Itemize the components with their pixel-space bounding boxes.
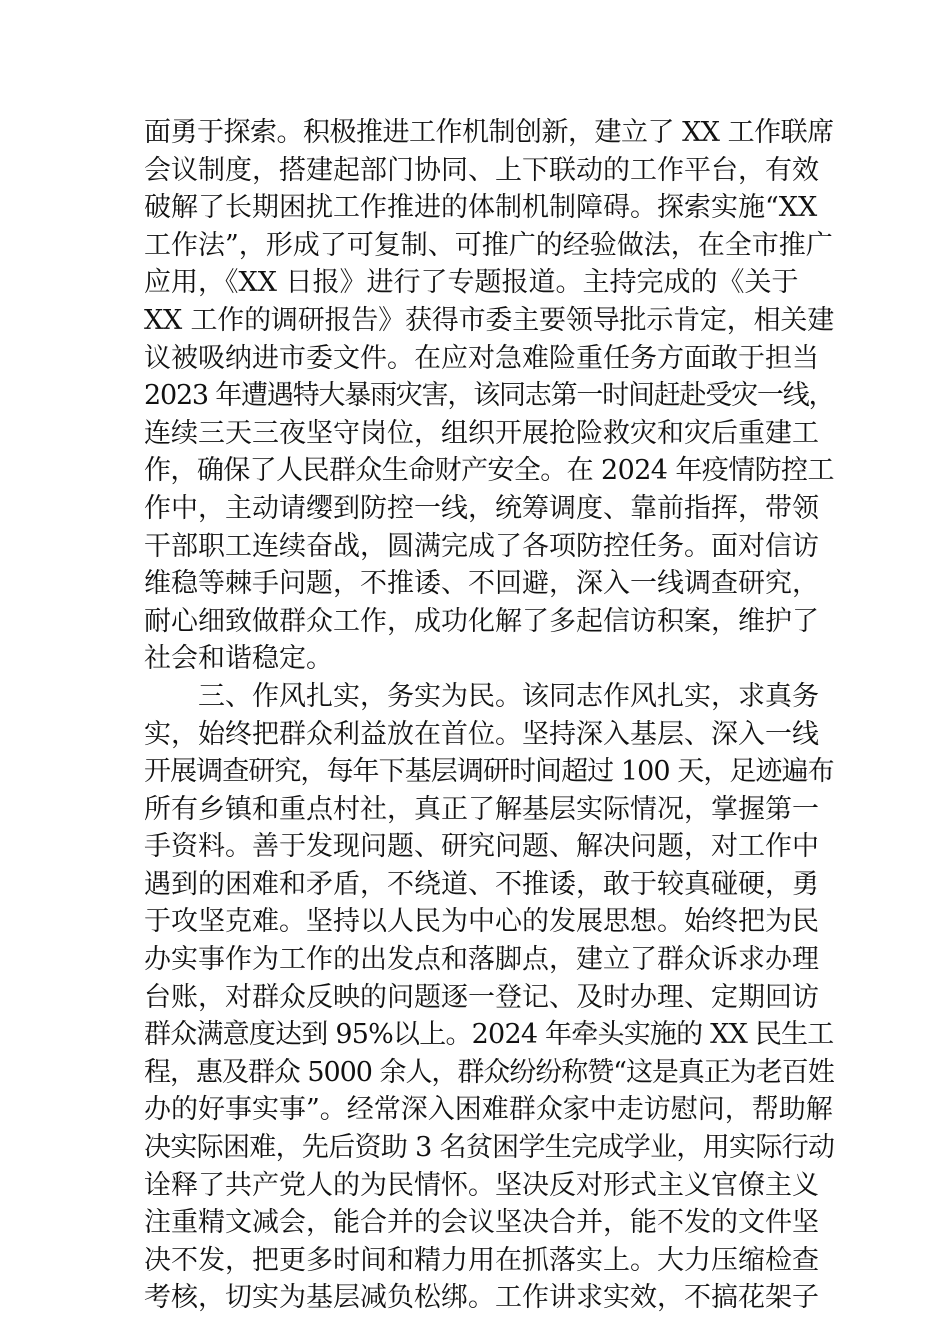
text-line: 面勇于探索。积极推进工作机制创新，建立了 XX 工作联席	[144, 117, 834, 148]
text-line: 耐心细致做群众工作，成功化解了多起信访积案，维护了	[144, 605, 819, 637]
section-heading-line: 三、作风扎实，务实为民。该同志作风扎实，求真务	[198, 680, 819, 712]
text-line: 决不发，把更多时间和精力用在抓落实上。大力压缩检查	[144, 1244, 819, 1276]
text-line: 连续三天三夜坚守岗位，组织开展抢险救灾和灾后重建工	[144, 417, 819, 449]
text-line: 注重精文减会，能合并的会议坚决合并，能不发的文件坚	[144, 1207, 819, 1239]
body-text	[144, 114, 834, 1317]
text-line: 工作法”，形成了可复制、可推广的经验做法，在全市推广	[144, 229, 833, 261]
text-line: 2023 年遭遇特大暴雨灾害，该同志第一时间赶赴受灾一线，	[144, 380, 835, 412]
text-line: 办实事作为工作的出发点和落脚点，建立了群众诉求办理	[144, 944, 819, 976]
text-line: 所有乡镇和重点村社，真正了解基层实际情况，掌握第一	[144, 793, 819, 825]
text-line: 干部职工连续奋战，圆满完成了各项防控任务。面对信访	[144, 530, 819, 562]
text-line: 台账，对群众反映的问题逐一登记、及时办理、定期回访	[144, 981, 819, 1013]
text-line: 应用，《XX 日报》进行了专题报道。主持完成的《关于	[144, 267, 799, 299]
text-line: 手资料。善于发现问题、研究问题、解决问题，对工作中	[144, 831, 819, 863]
text-line: 考核，切实为基层减负松绑。工作讲求实效，不搞花架子	[144, 1282, 819, 1314]
text-line: 议被吸纳进市委文件。在应对急难险重任务方面敢于担当	[144, 342, 819, 374]
text-line: XX 工作的调研报告》获得市委主要领导批示肯定，相关建	[144, 304, 835, 336]
text-line: 群众满意度达到 95%以上。2024 年牵头实施的 XX 民生工	[144, 1019, 834, 1051]
text-line: 会议制度，搭建起部门协同、上下联动的工作平台，有效	[144, 154, 819, 186]
text-line: 程，惠及群众 5000 余人，群众纷纷称赞“这是真正为老百姓	[144, 1056, 834, 1088]
text-line: 作中，主动请缨到防控一线，统筹调度、靠前指挥，带领	[144, 492, 819, 524]
text-line: 诠释了共产党人的为民情怀。坚决反对形式主义官僚主义	[144, 1169, 819, 1201]
text-line: 实，始终把群众利益放在首位。坚持深入基层、深入一线	[144, 718, 819, 750]
text-line: 办的好事实事”。经常深入困难群众家中走访慰问，帮助解	[144, 1094, 833, 1126]
text-line: 遇到的困难和矛盾，不绕道、不推诿，敢于较真碰硬，勇	[144, 868, 819, 900]
text-line: 社会和谐稳定。	[144, 643, 333, 675]
text-line: 破解了长期困扰工作推进的体制机制障碍。探索实施“XX	[144, 192, 818, 224]
text-line: 于攻坚克难。坚持以人民为中心的发展思想。始终把为民	[144, 906, 819, 938]
text-line: 开展调查研究，每年下基层调研时间超过 100 天，足迹遍布	[144, 756, 834, 788]
text-line: 决实际困难，先后资助 3 名贫困学生完成学业，用实际行动	[144, 1132, 835, 1164]
text-line: 维稳等棘手问题，不推诿、不回避，深入一线调查研究，	[144, 568, 819, 600]
text-line: 作，确保了人民群众生命财产安全。在 2024 年疫情防控工	[144, 455, 834, 487]
